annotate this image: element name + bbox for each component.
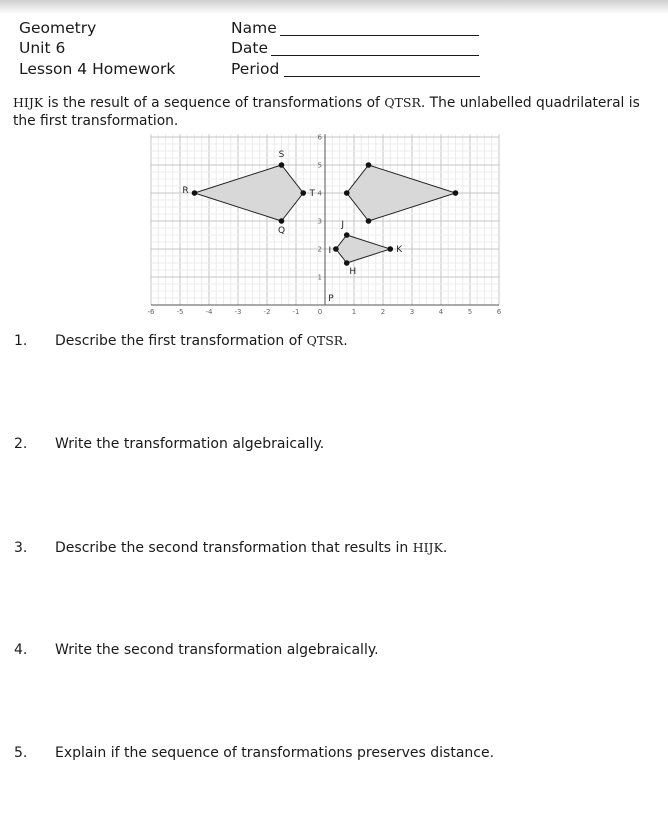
- y-tick-label: 1: [317, 273, 322, 282]
- y-tick-label: 3: [317, 217, 322, 226]
- top-shadow-bar: [0, 0, 668, 14]
- question-text: Describe the second transformation that results in HIJK.: [55, 540, 448, 556]
- date-line[interactable]: [271, 55, 479, 56]
- y-tick-label: 4: [317, 189, 322, 198]
- x-tick-label: 0: [317, 308, 323, 316]
- vertex-label: S: [278, 150, 285, 160]
- x-tick-label: -2: [263, 308, 271, 316]
- vertex-label: K: [396, 245, 403, 255]
- quadrilateral-shape: [347, 165, 456, 221]
- name-label: Name: [231, 19, 277, 37]
- vertex-point: [192, 190, 198, 196]
- quadrilateral-shape: [336, 235, 390, 263]
- vertex-label: Q: [277, 226, 286, 236]
- y-tick-label: 2: [317, 245, 322, 254]
- question-text: Write the transformation algebraically.: [55, 436, 325, 452]
- y-tick-label: 6: [317, 133, 322, 142]
- vertex-point: [279, 162, 285, 168]
- x-tick-label: -5: [176, 308, 184, 316]
- question-text: Write the second transformation algebraically.: [55, 642, 379, 658]
- vertex-label: R: [182, 186, 189, 196]
- x-tick-label: 6: [496, 308, 502, 316]
- vertex-label: I: [328, 246, 332, 256]
- x-tick-label: 3: [409, 308, 415, 316]
- x-tick-label: 5: [467, 308, 473, 316]
- x-tick-label: -3: [234, 308, 242, 316]
- x-tick-label: 4: [438, 308, 444, 316]
- intro-paragraph: [13, 94, 653, 130]
- vertex-point: [279, 218, 285, 224]
- quadrilateral-shape: [195, 165, 304, 221]
- course-title: Geometry: [19, 19, 97, 37]
- date-label: Date: [231, 39, 269, 57]
- x-tick-label: 2: [380, 308, 386, 316]
- period-line[interactable]: [284, 76, 480, 77]
- x-tick-label: -4: [205, 308, 213, 316]
- vertex-label: H: [349, 267, 357, 277]
- image-name: HIJK: [13, 95, 44, 110]
- vertex-label: T: [309, 189, 315, 199]
- vertex-point: [344, 260, 350, 266]
- vertex-point: [453, 190, 459, 196]
- question-text: Explain if the sequence of transformations preserves distance.: [55, 745, 495, 761]
- x-tick-label: 1: [351, 308, 357, 316]
- vertex-label: J: [341, 220, 345, 230]
- vertex-point: [344, 232, 350, 238]
- coordinate-graph: [147, 130, 512, 316]
- question-text: Describe the first transformation of QTSR.: [55, 333, 348, 349]
- intro-text-a: is the result of a sequence of transformations of: [43, 95, 385, 111]
- unit-title: Unit 6: [19, 39, 66, 57]
- question-number: 2.: [14, 436, 28, 452]
- question-number: 3.: [14, 540, 28, 556]
- vertex-point: [366, 218, 372, 224]
- question-number: 5.: [14, 745, 28, 761]
- point-label: P: [328, 294, 334, 304]
- x-tick-label: -1: [292, 308, 300, 316]
- y-tick-label: 5: [317, 161, 322, 170]
- question-number: 1.: [14, 333, 28, 349]
- vertex-point: [387, 246, 393, 252]
- x-tick-label: -6: [147, 308, 155, 316]
- vertex-point: [366, 162, 372, 168]
- name-line[interactable]: [280, 35, 479, 36]
- vertex-point: [344, 190, 350, 196]
- question-number: 4.: [14, 642, 28, 658]
- intro-text-b: . The unlabelled quadrilateral is the first transformation.: [13, 95, 640, 129]
- period-label: Period: [231, 60, 280, 78]
- pre-image-name: QTSR: [384, 95, 421, 110]
- vertex-point: [333, 246, 339, 252]
- vertex-point: [300, 190, 306, 196]
- lesson-title: Lesson 4 Homework: [19, 60, 176, 78]
